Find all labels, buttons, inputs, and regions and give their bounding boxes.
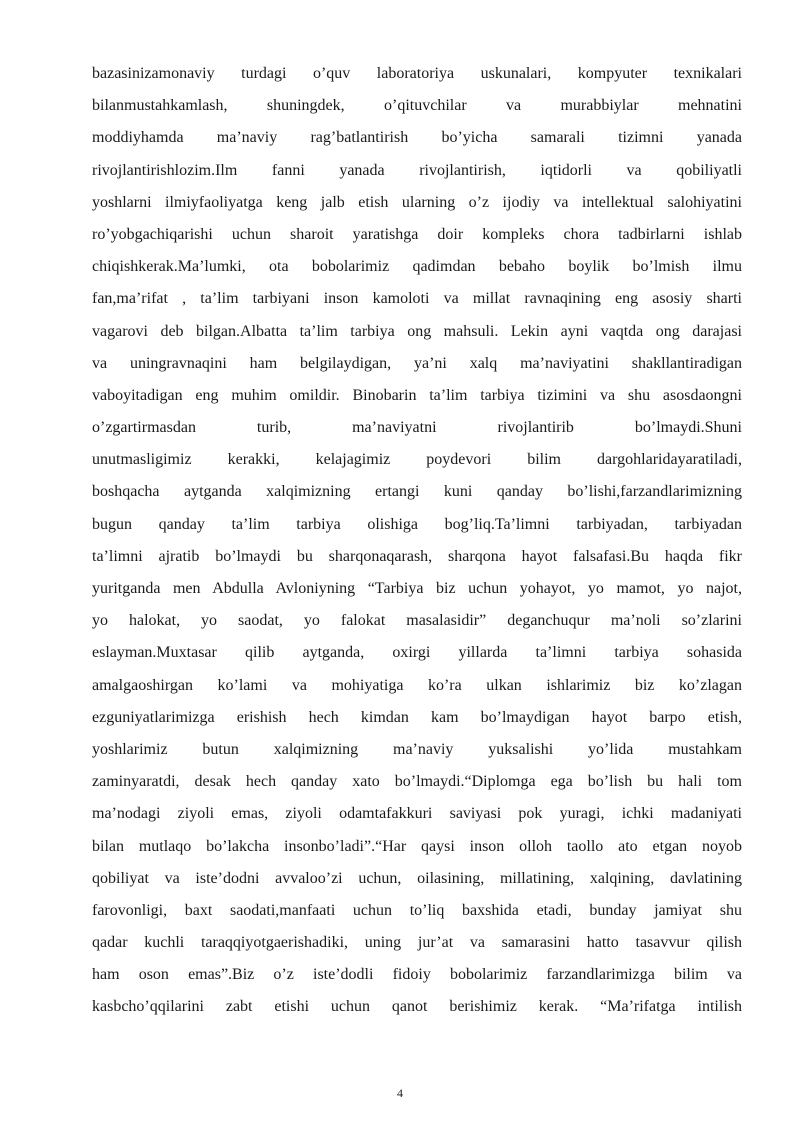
text-line: ham oson emas”.Biz o’z iste’dodli fidoiy bobolarimiz farzandlarimizga bilim va bbox=[92, 966, 742, 984]
text-line: rivojlantirishlozim.Ilm fanni yanada rivojlantirish, iqtidorli va qobiliyatli bbox=[92, 161, 742, 179]
text-line: o’zgartirmasdan turib, ma’naviyatni rivojlantirib bo’lmaydi.Shuni bbox=[92, 419, 742, 437]
text-line: yo halokat, yo saodat, yo falokat masalasidir” deganchuqur ma’noli so’zlarini bbox=[92, 612, 742, 630]
text-line: chiqishkerak.Ma’lumki, ota bobolarimiz qadimdan bebaho boylik bo’lmish ilmu bbox=[92, 258, 742, 276]
text-line: yoshlarni ilmiyfaoliyatga keng jalb etish ularning o’z ijodiy va intellektual salohiyatini bbox=[92, 193, 742, 211]
text-line: qobiliyat va iste’dodni avvaloo’zi uchun, oilasining, millatining, xalqining, davlatining bbox=[92, 869, 742, 887]
text-line: vagarovi deb bilgan.Albatta ta’lim tarbiya ong mahsuli. Lekin ayni vaqtda ong darajasi bbox=[92, 322, 742, 340]
text-line: vaboyitadigan eng muhim omildir. Binobarin ta’lim tarbiya tizimini va shu asosdaongni bbox=[92, 386, 742, 404]
text-line: kasbcho’qqilarini zabt etishi uchun qanot berishimiz kerak. “Ma’rifatga intilish bbox=[92, 998, 742, 1016]
text-line: yuritganda men Abdulla Avloniyning “Tarbiya biz uchun yohayot, yo mamot, yo najot, bbox=[92, 580, 742, 597]
text-line: ezguniyatlarimizga erishish hech kimdan kam bo’lmaydigan hayot barpo etish, bbox=[92, 708, 742, 726]
text-line: fan,ma’rifat , ta’lim tarbiyani inson kamoloti va millat ravnaqining eng asosiy sharti bbox=[92, 290, 742, 308]
text-line: bazasinizamonaviy turdagi o’quv laboratoriya uskunalari, kompyuter texnikalari bbox=[92, 65, 742, 82]
text-line: qadar kuchli taraqqiyotgaerishadiki, uning jur’at va samarasini hatto tasavvur qilish bbox=[92, 934, 742, 952]
text-line: ta’limni ajratib bo’lmaydi bu sharqonaqarash, sharqona hayot falsafasi.Bu haqda fikr bbox=[92, 547, 742, 565]
text-line: va uningravnaqini ham belgilaydigan, ya’ni xalq ma’naviyatini shakllantiradigan bbox=[92, 354, 742, 372]
text-line: ro’yobgachiqarishi uchun sharoit yaratishga doir kompleks chora tadbirlarni ishlab bbox=[92, 225, 742, 243]
text-line: boshqacha aytganda xalqimizning ertangi kuni qanday bo’lishi,farzandlarimizning bbox=[92, 483, 742, 501]
text-line: bugun qanday ta’lim tarbiya olishiga bog’liq.Ta’limni tarbiyadan, tarbiyadan bbox=[92, 515, 742, 533]
text-line: unutmasligimiz kerakki, kelajagimiz poydevori bilim dargohlaridayaratiladi, bbox=[92, 451, 742, 469]
text-line: bilan mutlaqo bo’lakcha insonbo’ladi”.“Har qaysi inson olloh taollo ato etgan noyob bbox=[92, 837, 742, 855]
body-paragraph bbox=[92, 58, 742, 1024]
text-line: zaminyaratdi, desak hech qanday xato bo’lmaydi.“Diplomga ega bo’lish bu hali tom bbox=[92, 773, 742, 791]
page-number: 4 bbox=[397, 1086, 403, 1100]
text-line: ma’nodagi ziyoli emas, ziyoli odamtafakkuri saviyasi pok yuragi, ichki madaniyati bbox=[92, 805, 742, 823]
text-line: eslayman.Muxtasar qilib aytganda, oxirgi yillarda ta’limni tarbiya sohasida bbox=[92, 644, 742, 662]
text-line: amalgaoshirgan ko’lami va mohiyatiga ko’ra ulkan ishlarimiz biz ko’zlagan bbox=[92, 676, 742, 694]
text-line: bilanmustahkamlash, shuningdek, o’qituvchilar va murabbiylar mehnatini bbox=[92, 97, 742, 115]
text-line: moddiyhamda ma’naviy rag’batlantirish bo’yicha samarali tizimni yanada bbox=[92, 129, 742, 147]
text-line: farovonligi, baxt saodati,manfaati uchun to’liq baxshida etadi, bunday jamiyat shu bbox=[92, 901, 742, 919]
text-line: yoshlarimiz butun xalqimizning ma’naviy yuksalishi yo’lida mustahkam bbox=[92, 740, 742, 758]
